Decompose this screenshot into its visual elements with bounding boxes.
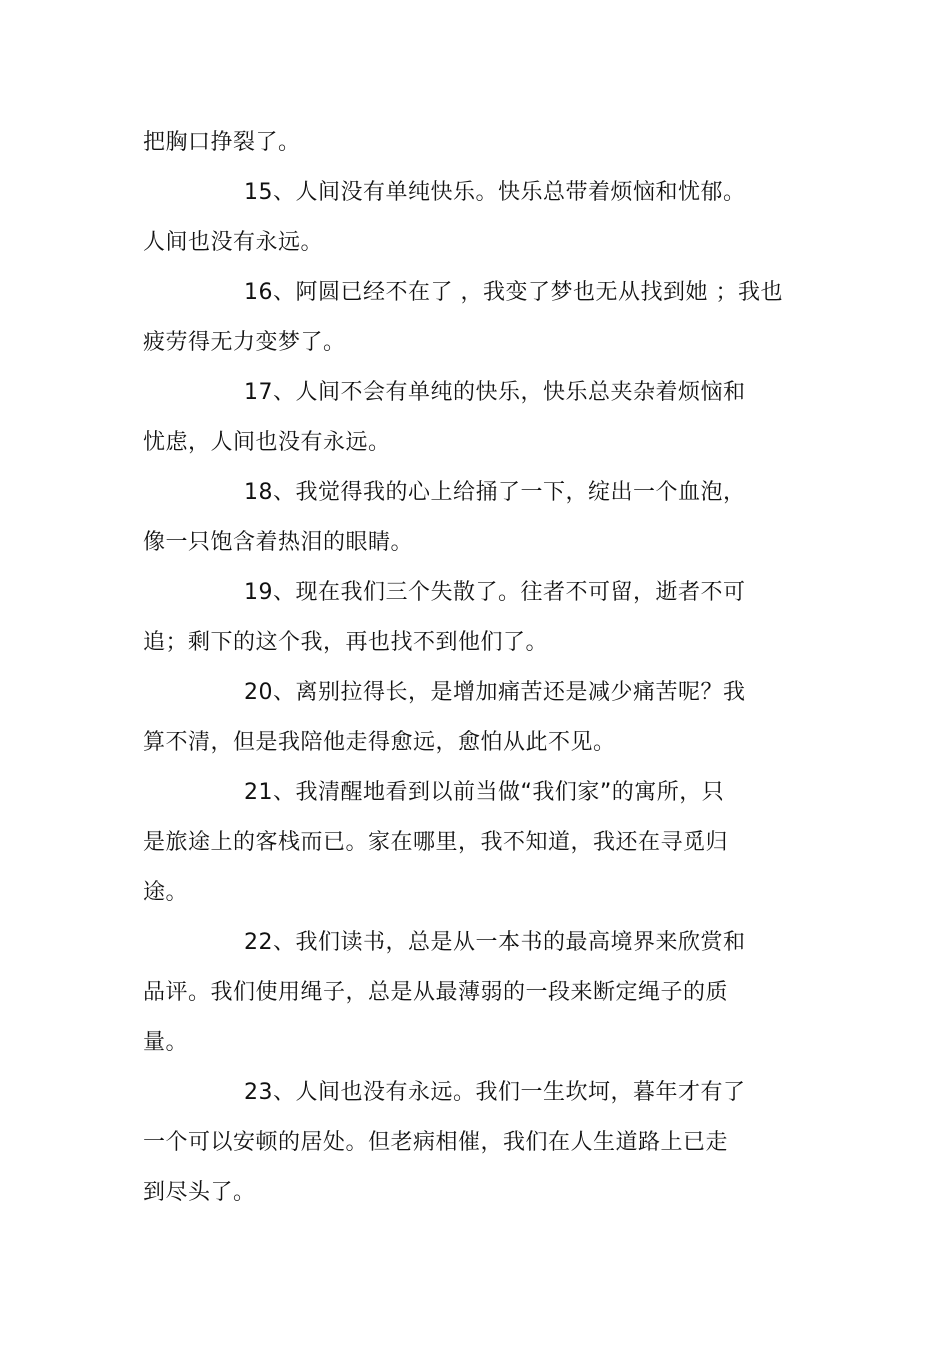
quote-21-line-1: 21、我清醒地看到以前当做“我们家”的寓所，只 — [244, 780, 725, 805]
quote-16-line-2: 疲劳得无力变梦了。 — [143, 330, 346, 355]
quote-23-line-3: 到尽头了。 — [143, 1180, 256, 1205]
quote-17-line-1: 17、人间不会有单纯的快乐，快乐总夹杂着烦恼和 — [244, 380, 746, 405]
quote-21-line-2: 是旅途上的客栈而已。家在哪里，我不知道，我还在寻觅归 — [143, 830, 729, 855]
text-line: 把胸口挣裂了。 — [143, 130, 301, 155]
quote-20-line-2: 算不清，但是我陪他走得愈远，愈怕从此不见。 — [143, 730, 616, 755]
quote-19-line-2: 追；剩下的这个我，再也找不到他们了。 — [143, 630, 549, 655]
quote-15-line-1: 15、人间没有单纯快乐。快乐总带着烦恼和忧郁。 — [244, 180, 746, 205]
quote-21-line-3: 途。 — [143, 880, 189, 905]
quote-18-line-2: 像一只饱含着热泪的眼睛。 — [143, 530, 414, 555]
quote-17-line-2: 忧虑，人间也没有永远。 — [143, 430, 391, 455]
quote-23-line-1: 23、人间也没有永远。我们一生坎坷，暮年才有了 — [244, 1080, 746, 1105]
quote-16-line-1: 16、阿圆已经不在了 ，我变了梦也无从找到她 ；我也 — [244, 280, 783, 305]
quote-22-line-3: 量。 — [143, 1030, 189, 1055]
quote-20-line-1: 20、离别拉得长，是增加痛苦还是减少痛苦呢？我 — [244, 680, 746, 705]
quote-23-line-2: 一个可以安顿的居处。但老病相催，我们在人生道路上已走 — [143, 1130, 729, 1155]
quote-19-line-1: 19、现在我们三个失散了。往者不可留，逝者不可 — [244, 580, 746, 605]
quote-18-line-1: 18、我觉得我的心上给捅了一下，绽出一个血泡， — [244, 480, 746, 505]
quote-22-line-2: 品评。我们使用绳子，总是从最薄弱的一段来断定绳子的质 — [143, 980, 729, 1005]
quote-15-line-2: 人间也没有永远。 — [143, 230, 324, 255]
quote-22-line-1: 22、我们读书，总是从一本书的最高境界来欣赏和 — [244, 930, 746, 955]
